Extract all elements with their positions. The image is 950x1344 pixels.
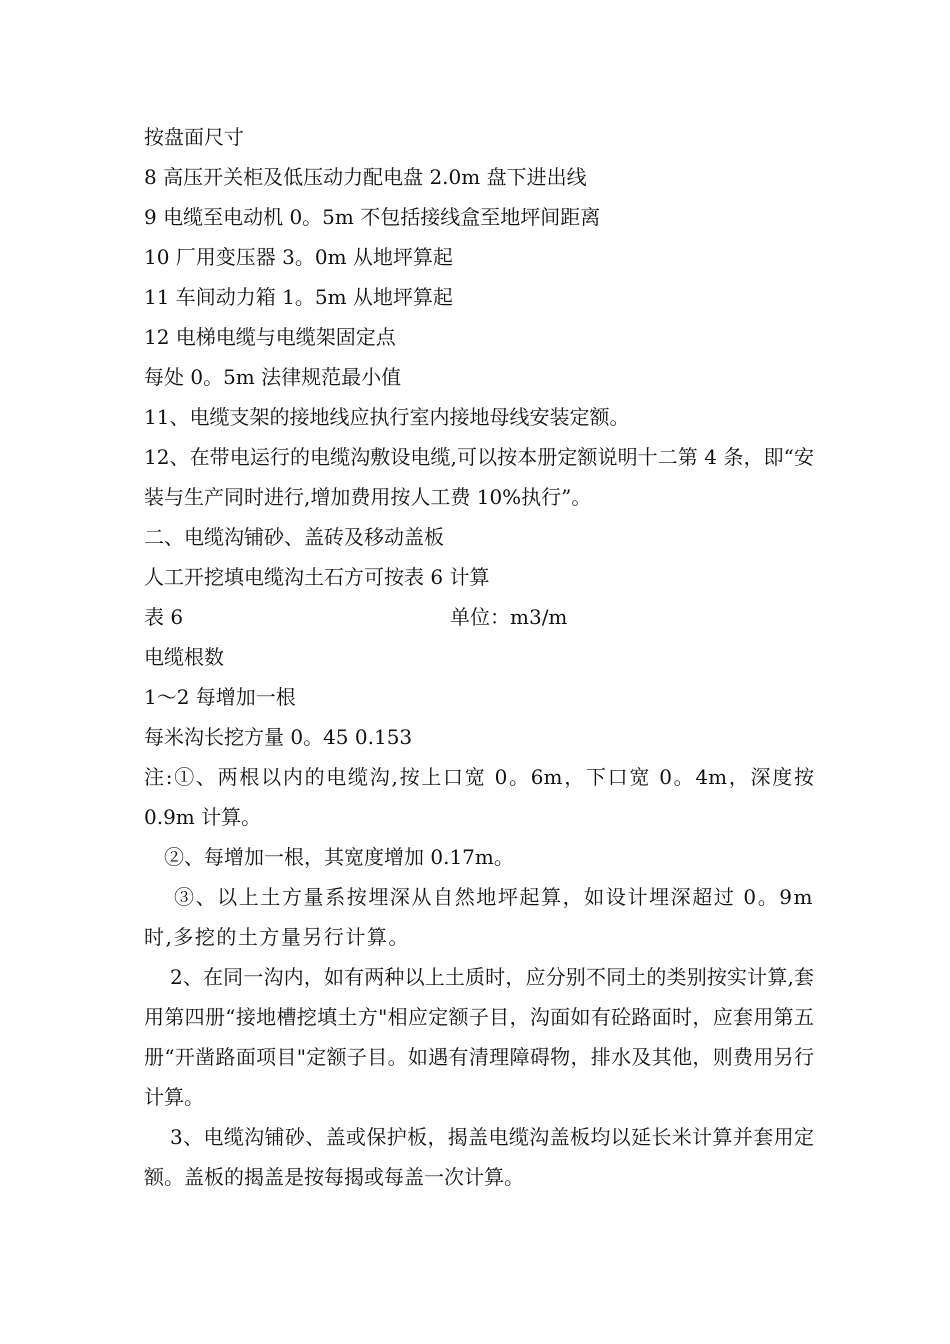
text-line: 11 车间动力箱 1。5m 从地坪算起: [144, 285, 453, 309]
table-header: 电缆根数: [144, 645, 224, 669]
text-line: 10 厂用变压器 3。0m 从地坪算起: [144, 245, 453, 269]
text-line: 12 电梯电缆与电缆架固定点: [144, 325, 396, 349]
table-label: 表 6: [144, 605, 184, 629]
note-2: ②、每增加一根，其宽度增加 0.17m。: [164, 845, 514, 869]
table-caption-row: [144, 597, 814, 637]
text-line: 按盘面尺寸: [144, 125, 244, 149]
section-title: 二、电缆沟铺砂、盖砖及移动盖板: [144, 525, 444, 549]
text-line: 9 电缆至电动机 0。5m 不包括接线盒至地坪间距离: [144, 205, 601, 229]
note-3: ③、以上土方量系按埋深从自然地坪起算，如设计埋深超过 0。9m 时,多挖的土方量另行计算。: [144, 885, 814, 949]
note-1: 注:①、两根以内的电缆沟,按上口宽 0。6m，下口宽 0。4m，深度按 0.9m 计算。: [144, 765, 814, 829]
table-row: 每米沟长挖方量 0。45 0.153: [144, 725, 413, 749]
text-line: 8 高压开关柜及低压动力配电盘 2.0m 盘下进出线: [144, 165, 587, 189]
intro-line: 人工开挖填电缆沟土石方可按表 6 计算: [144, 565, 490, 589]
paragraph-12: 12、在带电运行的电缆沟敷设电缆,可以按本册定额说明十二第 4 条，即“安装与生产同时进行,增加费用按人工费 10%执行”。: [144, 445, 814, 509]
text-line: 每处 0。5m 法律规范最小值: [144, 365, 402, 389]
table-columns: 1～2 每增加一根: [144, 685, 296, 709]
text-line: 11、电缆支架的接地线应执行室内接地母线安装定额。: [144, 405, 630, 429]
document-body: [144, 117, 814, 1197]
paragraph-2: 2、在同一沟内，如有两种以上土质时，应分别不同土的类别按实计算,套用第四册“接地槽挖填土方"相应定额子目，沟面如有砼路面时，应套用第五册“开凿路面项目"定额子目。如遇有清理障碍物，排水及其他，则费用另行计算。: [144, 965, 814, 1109]
paragraph-3: 3、电缆沟铺砂、盖或保护板，揭盖电缆沟盖板均以延长米计算并套用定额。盖板的揭盖是按每揭或每盖一次计算。: [144, 1125, 814, 1189]
table-unit: 单位：m3/m: [450, 605, 568, 629]
